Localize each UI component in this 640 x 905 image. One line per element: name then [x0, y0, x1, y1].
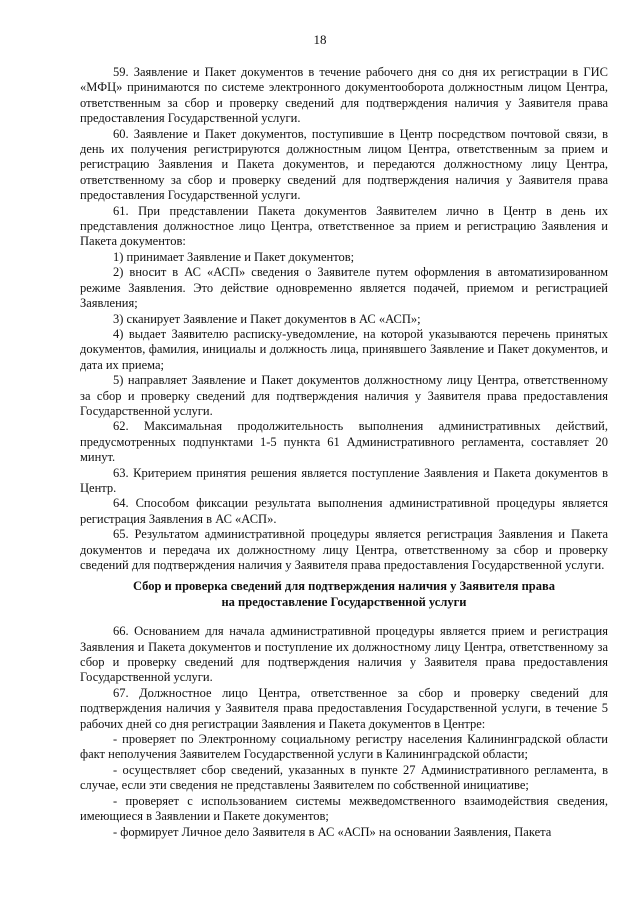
list-item-61-4: 4) выдает Заявителю расписку-уведомление, на которой указываются перечень принятых документов, фамилия, инициалы и должность лица, принявшего Заявление и Пакет документов, и дата их приема; [80, 326, 608, 372]
paragraph-60: 60. Заявление и Пакет документов, поступившие в Центр посредством почтовой связи, в день их получения регистрируются должностным лицом Центра, ответственным за прием и регистрацию Заявления и Пакета документов, и передаются должностному лицу Центра, ответственному за сбор и проверку сведений для подтверждения наличия у Заявителя права предоставления Государственной услуги. [80, 126, 608, 203]
list-item-61-3: 3) сканирует Заявление и Пакет документов в АС «АСП»; [113, 311, 421, 326]
paragraph-63: 63. Критерием принятия решения является поступление Заявления и Пакета документов в Центр. [80, 465, 608, 495]
list-item-67-4: - формирует Личное дело Заявителя в АС «АСП» на основании Заявления, Пакета [113, 824, 552, 839]
paragraph-64: 64. Способом фиксации результата выполнения административной процедуры является регистрация Заявления в АС «АСП». [80, 496, 608, 526]
section-heading-line-2: на предоставление Государственной услуги [221, 594, 467, 609]
page-number: 18 [313, 32, 327, 47]
paragraph-59: 59. Заявление и Пакет документов в течение рабочего дня со дня их регистрации в ГИС «МФЦ» принимаются по системе электронного документооборота должностным лицом Центра, ответственным за сбор и проверку сведений для подтверждения наличия у Заявителя права предоставления Государственной услуги. [80, 65, 608, 126]
document-body [80, 65, 608, 840]
paragraph-66: 66. Основанием для начала административной процедуры является прием и регистрация Заявления и Пакета документов и поступление их должностному лицу Центра, ответственному за сбор и проверку сведений для подтверждения наличия у Заявителя права предоставления Государственной услуги. [80, 624, 608, 685]
list-item-61-2: 2) вносит в АС «АСП» сведения о Заявителе путем оформления в автоматизированном режиме Заявления. Это действие одновременно является подачей, приемом и регистрацией Заявления; [80, 265, 608, 311]
paragraph-61: 61. При представлении Пакета документов Заявителем лично в Центр в день их представления должностное лицо Центра, ответственное за прием и регистрацию Заявления и Пакета документов: [80, 203, 608, 249]
list-item-61-5: 5) направляет Заявление и Пакет документов должностному лицу Центра, ответственному за сбор и проверку сведений для подтверждения наличия у Заявителя права предоставления Государственной услуги. [80, 373, 608, 418]
list-item-61-1: 1) принимает Заявление и Пакет документов; [113, 249, 355, 264]
list-item-67-3: - проверяет с использованием системы межведомственного взаимодействия сведения, имеющиеся в Заявлении и Пакете документов; [80, 793, 608, 824]
section-heading-line-1: Сбор и проверка сведений для подтверждения наличия у Заявителя права [132, 579, 556, 594]
paragraph-62: 62. Максимальная продолжительность выполнения административных действий, предусмотренных подпунктами 1-5 пункта 61 Административного регламента, составляет 20 минут. [80, 419, 608, 465]
section-heading [80, 579, 608, 610]
list-item-67-2: - осуществляет сбор сведений, указанных в пункте 27 Административного регламента, в случае, если эти сведения не представлены Заявителем по собственной инициативе; [80, 762, 608, 793]
paragraph-65: 65. Результатом административной процедуры является регистрация Заявления и Пакета документов и передача их должностному лицу Центра, ответственному за сбор и проверку сведений для подтверждения наличия у Заявителя права предоставления Государственной услуги. [80, 527, 608, 572]
paragraph-67: 67. Должностное лицо Центра, ответственное за сбор и проверку сведений для подтверждения наличия у Заявителя права предоставления Государственной услуги, в течение 5 рабочих дней со дня регистрации Заявления и Пакета документов в Центре: [80, 685, 608, 731]
list-item-67-1: - проверяет по Электронному социальному регистру населения Калининградской области факт неполучения Заявителем Государственной услуги в Калининградской области; [80, 732, 608, 762]
